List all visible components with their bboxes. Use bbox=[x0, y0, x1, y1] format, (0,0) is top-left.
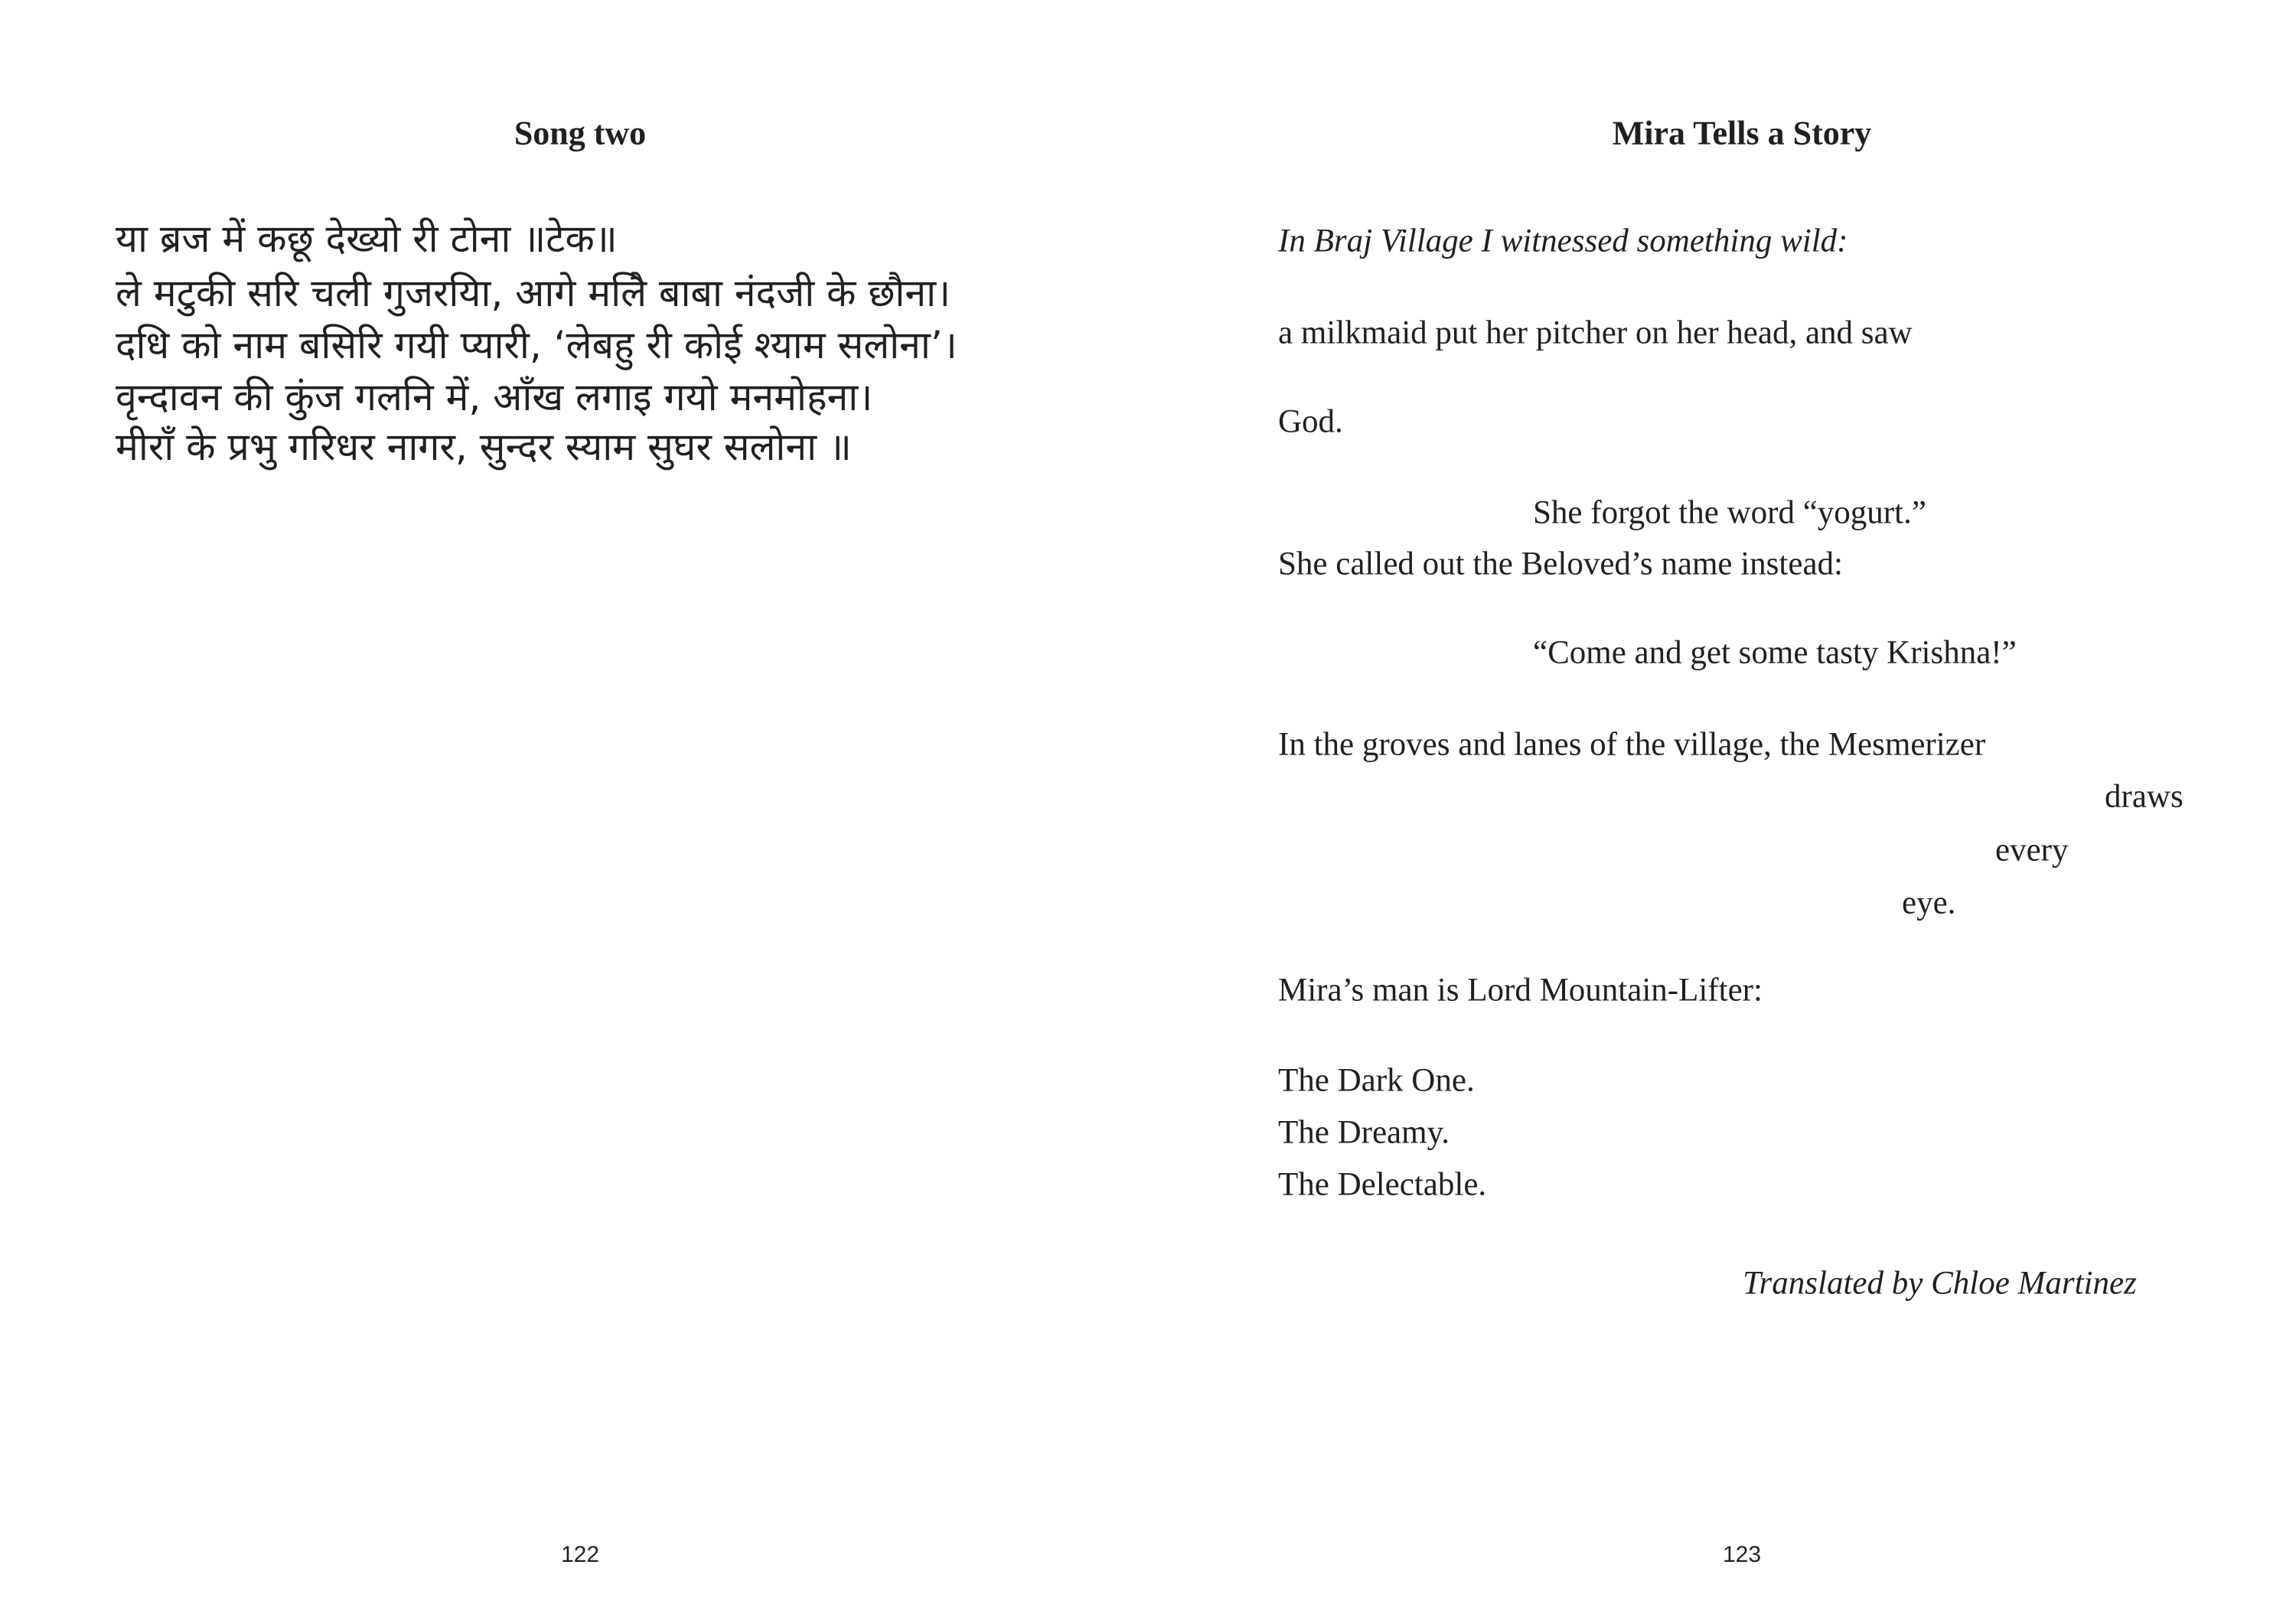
poem-line: The Delectable. bbox=[1278, 1166, 1487, 1203]
translator-credit: Translated by Chloe Martinez bbox=[1743, 1265, 2137, 1302]
hindi-line: वृन्दावन की कुंज गलनि में, आँख लगाइ गयो मनमोहना। bbox=[116, 375, 873, 419]
poem-line: She forgot the word “yogurt.” bbox=[1533, 494, 1926, 531]
poem-title: Mira Tells a Story bbox=[1612, 114, 1872, 152]
song-title: Song two bbox=[514, 114, 647, 152]
poem-line: “Come and get some tasty Krishna!” bbox=[1533, 634, 2017, 671]
hindi-line: दधि को नाम बसिरि गयी प्यारी, ‘लेबहु री कोई श्याम सलोना’। bbox=[116, 323, 957, 367]
poem-line: Mira’s man is Lord Mountain-Lifter: bbox=[1278, 972, 1763, 1009]
hindi-line: ले मटुकी सरि चली गुजरयि‍ा, आगे मलिै बाबा नंदजी के छौना। bbox=[116, 271, 951, 315]
poem-line: In the groves and lanes of the village, the Mesmerizer bbox=[1278, 726, 1986, 763]
poem-line: a milkmaid put her pitcher on her head, and saw bbox=[1278, 315, 1913, 351]
poem-line: every bbox=[1995, 832, 2069, 869]
poem-line: The Dreamy. bbox=[1278, 1114, 1450, 1151]
poem-line: draws bbox=[2105, 778, 2183, 815]
poem-line: In Braj Village I witnessed something wild: bbox=[1278, 223, 1848, 259]
page-number: 122 bbox=[560, 1542, 600, 1567]
poem-line: She called out the Beloved’s name instead: bbox=[1278, 546, 1843, 582]
poem-line: The Dark One. bbox=[1278, 1062, 1475, 1099]
poem-line: eye. bbox=[1902, 885, 1956, 921]
poem-line: God. bbox=[1278, 403, 1343, 440]
hindi-line: या ब्रज में कछू देख्यो री टोना ॥टेक॥ bbox=[116, 217, 618, 261]
hindi-line: मीराँ के प्रभु गरिधर नागर, सुन्दर स्याम सुघर सलोना ॥ bbox=[116, 425, 852, 469]
page-number: 123 bbox=[1722, 1542, 1762, 1567]
